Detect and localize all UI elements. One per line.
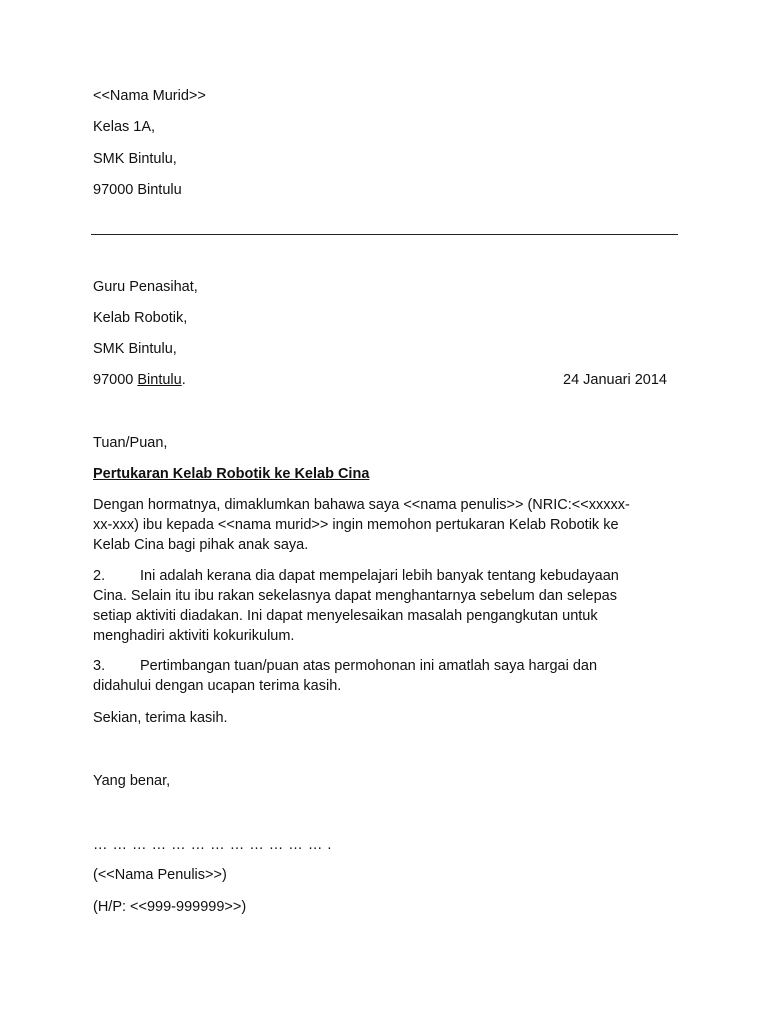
paragraph-2 xyxy=(93,566,678,646)
paragraph-2-line: menghadiri aktiviti kokurikulum. xyxy=(93,628,295,644)
writer-phone: (H/P: <<999-999999>>) xyxy=(93,899,247,915)
sender-school: SMK Bintulu, xyxy=(93,151,177,167)
salutation: Tuan/Puan, xyxy=(93,435,168,451)
sender-class: Kelas 1A, xyxy=(93,119,156,135)
paragraph-2-line: Cina. Selain itu ibu rakan sekelasnya dapat menghantarnya sebelum dan selepas xyxy=(93,588,617,604)
paragraph-2-line: setiap aktiviti diadakan. Ini dapat menyelesaikan masalah pengangkutan untuk xyxy=(93,608,598,624)
recipient-club: Kelab Robotik, xyxy=(93,310,188,326)
recipient-title: Guru Penasihat, xyxy=(93,279,198,295)
paragraph-3-line: Pertimbangan tuan/puan atas permohonan ini amatlah saya hargai dan xyxy=(140,658,598,674)
recipient-town: Bintulu xyxy=(137,372,182,388)
recipient-postcode-suffix: . xyxy=(181,372,186,388)
recipient-school: SMK Bintulu, xyxy=(93,341,177,357)
sender-postcode: 97000 Bintulu xyxy=(93,182,182,198)
paragraph-1 xyxy=(93,495,678,555)
letter-date: 24 Januari 2014 xyxy=(563,372,667,388)
paragraph-3-line: didahului dengan ucapan terima kasih. xyxy=(93,678,342,694)
recipient-postcode xyxy=(93,370,186,390)
signature-line: … … … … … … … … … … … … . xyxy=(93,837,332,853)
paragraph-2-number: 2. xyxy=(93,568,106,584)
recipient-postcode-prefix: 97000 xyxy=(93,372,138,388)
paragraph-2-line: Ini adalah kerana dia dapat mempelajari lebih banyak tentang kebudayaan xyxy=(140,568,619,584)
paragraph-1-line: Dengan hormatnya, dimaklumkan bahawa saya <<nama penulis>> (NRIC:<<xxxxx- xyxy=(93,497,630,513)
paragraph-1-line: xx-xxx) ibu kepada <<nama murid>> ingin memohon pertukaran Kelab Robotik ke xyxy=(93,517,619,533)
divider-line xyxy=(91,234,678,235)
writer-name: (<<Nama Penulis>>) xyxy=(93,867,227,883)
closing-text: Sekian, terima kasih. xyxy=(93,710,228,726)
paragraph-3 xyxy=(93,656,678,696)
paragraph-1-line: Kelab Cina bagi pihak anak saya. xyxy=(93,537,309,553)
signoff-text: Yang benar, xyxy=(93,773,171,789)
paragraph-3-number: 3. xyxy=(93,658,106,674)
subject-title: Pertukaran Kelab Robotik ke Kelab Cina xyxy=(93,466,370,482)
sender-name: <<Nama Murid>> xyxy=(93,88,206,104)
